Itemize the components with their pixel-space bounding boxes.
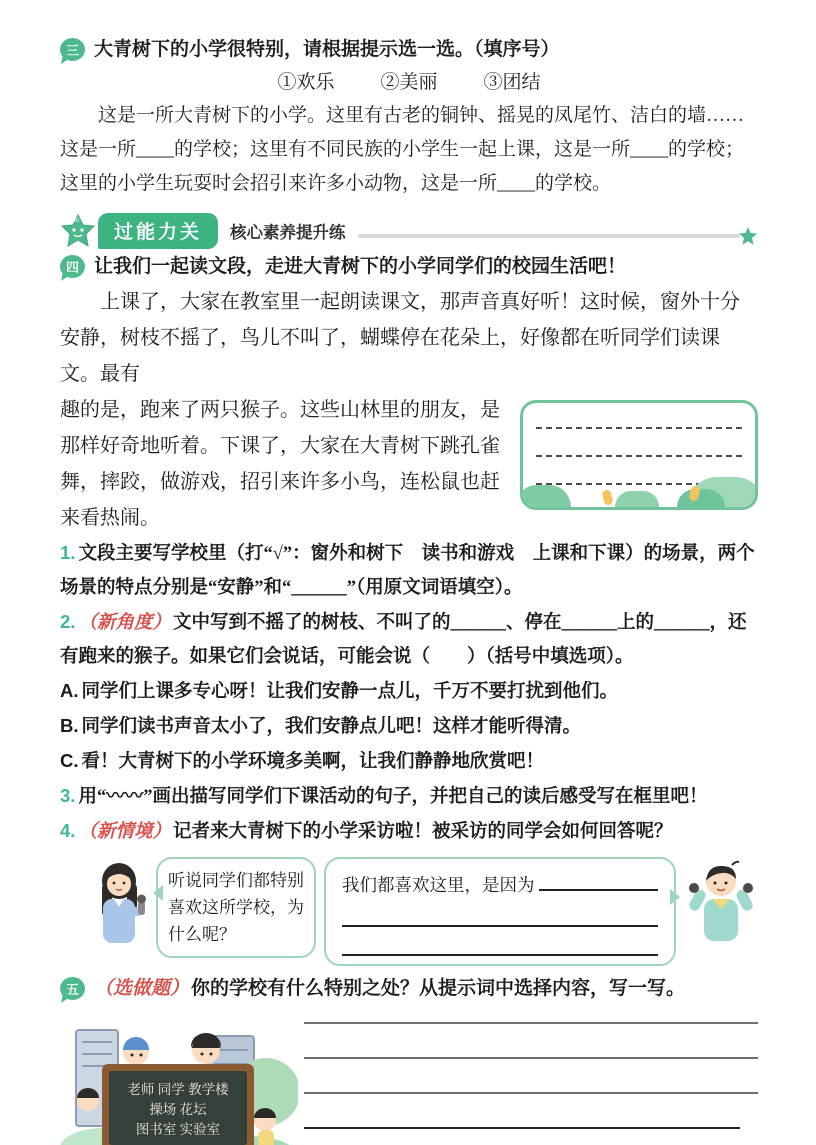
- choice-b-label: B.: [60, 715, 79, 736]
- section-five-title-text: 你的学校有什么特别之处？从提示词中选择内容，写一写。: [191, 978, 686, 999]
- banner-divider: [358, 234, 740, 238]
- svg-text:100: 100: [69, 218, 80, 224]
- choice-a: [60, 674, 758, 709]
- question-2: [60, 605, 758, 674]
- bush-decoration: [615, 491, 659, 507]
- section-three-passage: 这是一所大青树下的小学。这里有古老的铜钟、摇晃的凤尾竹、洁白的墙……这是一所____的学校；这里有不同民族的小学生一起上课，这是一所____的学校；这里的小学生玩耍时会招引来许多小动物，这是一所____的学校。: [60, 105, 745, 194]
- question-4: [60, 814, 758, 849]
- question-4-text: 记者来大青树下的小学采访啦！被采访的同学会如何回答呢？: [172, 822, 673, 842]
- question-2-tag: （新角度）: [78, 613, 171, 633]
- section-five-body: [60, 1008, 758, 1145]
- svg-text:图书室 实验室: 图书室 实验室: [135, 1122, 221, 1137]
- question-2-text: 文中写到不摇了的树枝、不叫了的______、停在______上的______，还有跑来的猴子。如果它们会说话，可能会说（ ）（括号中填选项）。: [60, 613, 747, 667]
- section-four-title: 让我们一起读文段，走进大青树下的小学同学们的校园生活吧！: [94, 256, 627, 277]
- choice-c: [60, 744, 758, 779]
- choice-c-text: 看！大青树下的小学环境多美啊，让我们静静地欣赏吧！: [81, 752, 545, 772]
- passage-part2-wrap: [60, 392, 758, 536]
- banner-star-icon: [738, 226, 758, 246]
- choice-a-label: A.: [60, 680, 79, 701]
- bush-decoration: [520, 485, 571, 507]
- choice-b-text: 同学们读书声音太小了，我们安静点儿吧！这样才能听得清。: [81, 717, 582, 737]
- section-three-options: [60, 69, 758, 97]
- option-tuanjie: ③团结: [483, 72, 541, 93]
- answer-blank-line: [539, 869, 659, 891]
- student-boy-illustration: [684, 857, 758, 957]
- option-huanle: ①欢乐: [277, 72, 335, 93]
- question-1-number: 1.: [60, 542, 76, 563]
- writing-line: [304, 1094, 740, 1129]
- writing-line: [304, 1010, 758, 1024]
- reflection-answer-box: [520, 400, 758, 510]
- section-three-title: 大青树下的小学很特别，请根据提示选一选。（填序号）: [94, 39, 560, 60]
- section-three-header: [60, 36, 758, 63]
- passage-part2: 趣的是，跑来了两只猴子。这些山林里的朋友，是那样好奇地听着。下课了，大家在大青树下跳孔雀舞，摔跤，做游戏，招引来许多小鸟，连松鼠也赶来看热闹。: [60, 399, 500, 529]
- option-meili: ②美丽: [380, 72, 438, 93]
- section-five-title: [94, 975, 685, 1002]
- section-five-header: [60, 975, 758, 1002]
- section-five-tag: （选做题）: [94, 978, 190, 999]
- question-3: [60, 779, 758, 814]
- dashed-writing-line: [536, 455, 742, 457]
- reporter-speech-bubble: 听说同学们都特别喜欢这所学校，为什么呢？: [156, 857, 316, 958]
- answer-blank-line: [342, 898, 658, 927]
- writing-lines: [304, 1008, 758, 1145]
- section-three-number-icon: 三: [60, 38, 85, 61]
- reading-passage: [60, 284, 758, 536]
- svg-text:操场 花坛: 操场 花坛: [149, 1102, 207, 1117]
- student-answer-prefix: 我们都喜欢这里，是因为: [342, 875, 535, 895]
- ability-banner: [60, 211, 758, 251]
- writing-line: [304, 1059, 758, 1094]
- answer-blank-line: [342, 927, 658, 956]
- question-3-number: 3.: [60, 785, 76, 806]
- writing-line: [304, 1024, 758, 1059]
- student-speech-bubble: [324, 857, 676, 966]
- section-four-number-icon: 四: [60, 255, 85, 278]
- question-4-tag: （新情境）: [78, 822, 171, 842]
- section-five-number-icon: 五: [60, 977, 85, 1000]
- choice-b: [60, 709, 758, 744]
- passage-part1: 上课了，大家在教室里一起朗读课文，那声音真好听！这时候，窗外十分安静，树枝不摇了，鸟儿不叫了，蝴蝶停在花朵上，好像都在听同学们读课文。最有: [60, 291, 740, 385]
- bush-decoration: [677, 489, 725, 507]
- kids-blackboard-illustration: [60, 1008, 298, 1145]
- svg-text:老师 同学 教学楼: 老师 同学 教学楼: [127, 1082, 229, 1097]
- question-1: [60, 536, 758, 605]
- ability-badge: 过能力关: [98, 213, 218, 249]
- question-4-number: 4.: [60, 820, 76, 841]
- dashed-writing-line: [536, 427, 742, 429]
- section-four-header: [60, 253, 758, 280]
- interview-row: [60, 857, 758, 963]
- question-3-text: 用“〰〰”画出描写同学们下课活动的句子，并把自己的读后感受写在框里吧！: [78, 787, 708, 807]
- question-1-text: 文段主要写学校里（打“√”：窗外和树下 读书和游戏 上课和下课）的场景，两个场景的特点分别是“安静”和“______”（用原文词语填空）。: [60, 544, 755, 598]
- leaf-decoration: [601, 489, 613, 506]
- reporter-girl-illustration: [90, 857, 148, 957]
- choice-a-text: 同学们上课多专心呀！让我们安静一点儿，千万不要打扰到他们。: [81, 682, 619, 702]
- ability-subtitle: 核心素养提升练: [230, 224, 346, 242]
- question-2-number: 2.: [60, 611, 76, 632]
- choice-c-label: C.: [60, 750, 79, 771]
- star-mascot-icon: [60, 213, 96, 249]
